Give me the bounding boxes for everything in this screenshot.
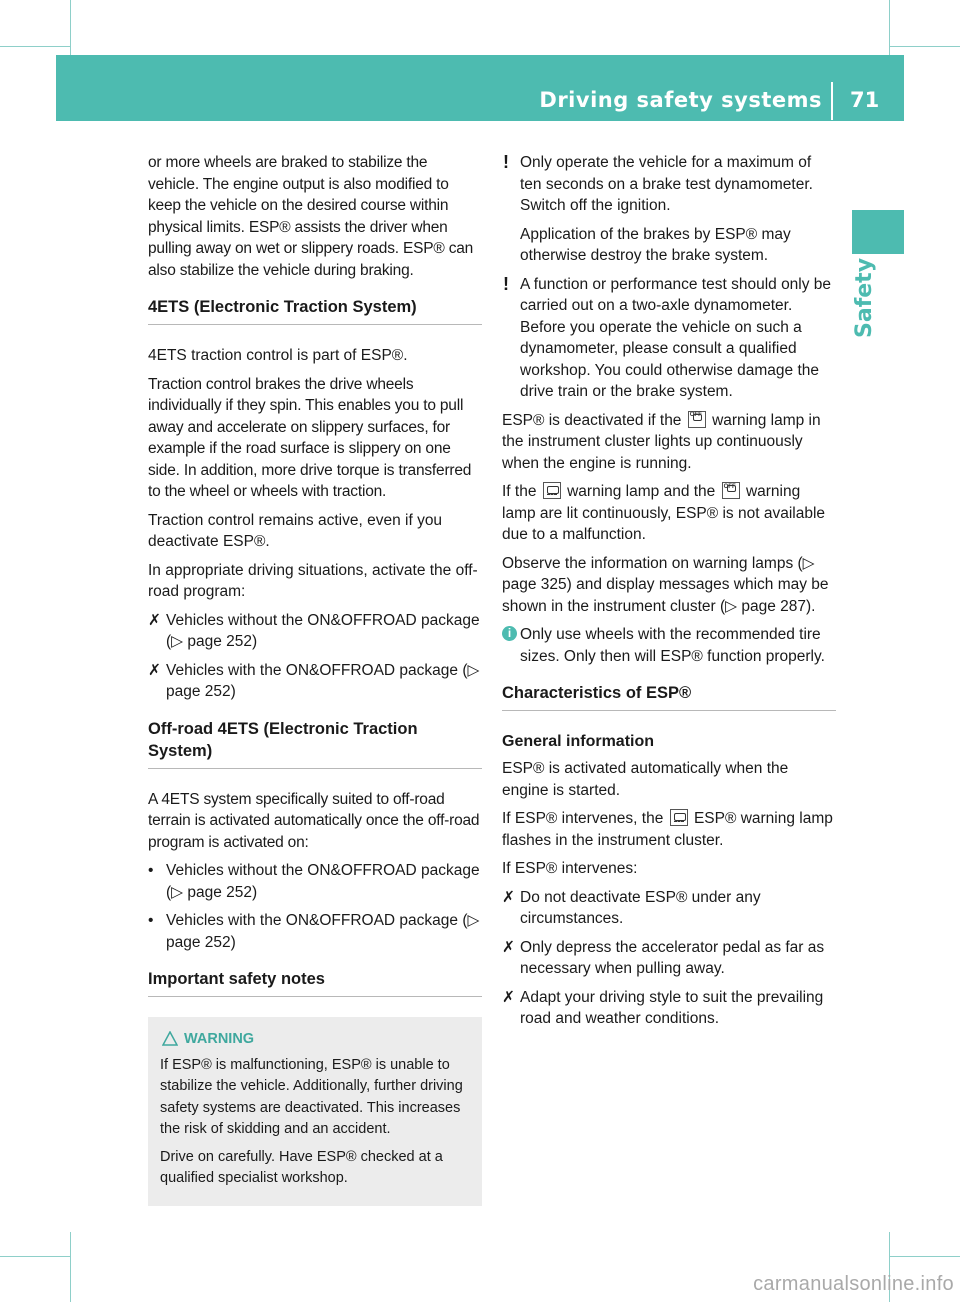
bullet-icon: • — [148, 862, 154, 879]
step-arrow-icon: ✗ — [502, 888, 515, 906]
paragraph: ESP® is deactivated if the OFF warning lamp in the instrument cluster lights up continuously when the engine is running. — [502, 410, 836, 475]
paragraph: If ESP® intervenes, the ESP® warning lamp flashes in the instrument cluster. — [502, 810, 833, 849]
esp-off-warning-lamp-icon — [688, 411, 706, 428]
warning-triangle-icon — [162, 1031, 178, 1046]
paragraph: If ESP® intervenes: — [502, 860, 638, 877]
info-note: i Only use wheels with the recommended tire sizes. Only then will ESP® function properly. — [502, 624, 836, 667]
step-item: ✗ Vehicles with the ON&OFFROAD package (▷ page 252) — [148, 661, 480, 700]
left-column — [148, 152, 482, 1206]
step-arrow-icon: ✗ — [502, 988, 515, 1006]
paragraph: If the warning lamp and the OFF warning lamp are lit continuously, ESP® is not available due to a malfunction. — [502, 481, 836, 546]
header-separator — [831, 82, 833, 120]
step-arrow-icon: ✗ — [502, 938, 515, 956]
chapter-tab: Safety — [852, 257, 877, 338]
warning-text: If ESP® is malfunctioning, ESP® is unable to stabilize the vehicle. Additionally, further driving safety systems are deactivated. This increases the risk of skidding and an accident. — [160, 1056, 463, 1137]
paragraph: 4ETS traction control is part of ESP®. — [148, 347, 408, 364]
step-item: ✗ Do not deactivate ESP® under any circumstances. — [502, 888, 761, 927]
paragraph: Traction control brakes the drive wheels individually if they spin. This enables you to pull away and accelerate on slippery surfaces, for example if the road surface is slippery on one side. In addition, more drive torque is transferred to the wheel or wheels with traction. — [148, 375, 472, 500]
paragraph: In appropriate driving situations, activate the off-road program: — [148, 561, 478, 600]
watermark: carmanualsonline.info — [753, 1273, 954, 1295]
esp-warning-lamp-icon — [543, 482, 561, 499]
right-column — [502, 152, 836, 1037]
heading-characteristics: Characteristics of ESP® — [502, 682, 836, 711]
bullet-item: • Vehicles with the ON&OFFROAD package (▷ page 252) — [148, 912, 480, 951]
caution-note: ! A function or performance test should only be carried out on a two-axle dynamometer. Before you operate the vehicle on such a dynamometer, please consult a qualified workshop. You could otherwise damage the drive train or the brake system. — [503, 273, 832, 400]
crop-mark — [0, 46, 70, 47]
crop-mark — [890, 1256, 960, 1257]
heading-general-info: General information — [502, 733, 655, 750]
exclamation-icon: ! — [503, 273, 509, 294]
bullet-icon: • — [148, 912, 154, 929]
section-title: Driving safety systems — [539, 88, 822, 112]
esp-off-warning-lamp-icon — [722, 482, 740, 499]
heading-4ets: 4ETS (Electronic Traction System) — [148, 296, 482, 325]
info-icon: i — [502, 626, 517, 641]
bullet-item: • Vehicles without the ON&OFFROAD package (▷ page 252) — [148, 862, 480, 901]
paragraph: A 4ETS system specifically suited to off-road terrain is activated automatically once the off-road program is activated on: — [148, 790, 480, 851]
step-item: ✗ Vehicles without the ON&OFFROAD package (▷ page 252) — [148, 611, 480, 650]
caution-note: ! Only operate the vehicle for a maximum of ten seconds on a brake test dynamometer. Switch off the ignition. Application of the brakes by ESP® may otherwise destroy the brake system. — [503, 152, 813, 264]
warning-box — [148, 1017, 482, 1206]
crop-mark — [890, 46, 960, 47]
side-tab-marker — [852, 210, 904, 254]
crop-mark — [0, 1256, 70, 1257]
crop-mark — [70, 1232, 71, 1302]
heading-safety-notes: Important safety notes — [148, 968, 482, 997]
esp-warning-lamp-icon — [670, 809, 688, 826]
exclamation-icon: ! — [503, 152, 509, 172]
step-item: ✗ Only depress the accelerator pedal as far as necessary when pulling away. — [502, 938, 825, 977]
paragraph: Observe the information on warning lamps (▷ page 325) and display messages which may be shown in the instrument cluster (▷ page 287). — [502, 554, 829, 615]
paragraph: ESP® is activated automatically when the engine is started. — [502, 760, 789, 799]
step-item: ✗ Adapt your driving style to suit the prevailing road and weather conditions. — [502, 988, 824, 1027]
warning-text: Drive on carefully. Have ESP® checked at a qualified specialist workshop. — [160, 1148, 443, 1186]
paragraph: or more wheels are braked to stabilize the vehicle. The engine output is also modified to keep the vehicle on the desired course within physical limits. ESP® assists the driver when pulling away on wet or slippery roads. ESP® can also stabilize the vehicle during braking. — [148, 154, 474, 279]
step-arrow-icon: ✗ — [148, 611, 161, 629]
step-arrow-icon: ✗ — [148, 661, 161, 679]
heading-offroad-4ets: Off-road 4ETS (Electronic Traction System) — [148, 718, 482, 769]
paragraph: Traction control remains active, even if you deactivate ESP®. — [148, 511, 443, 550]
page-number: 71 — [850, 88, 880, 112]
warning-heading: WARNING — [160, 1029, 470, 1051]
